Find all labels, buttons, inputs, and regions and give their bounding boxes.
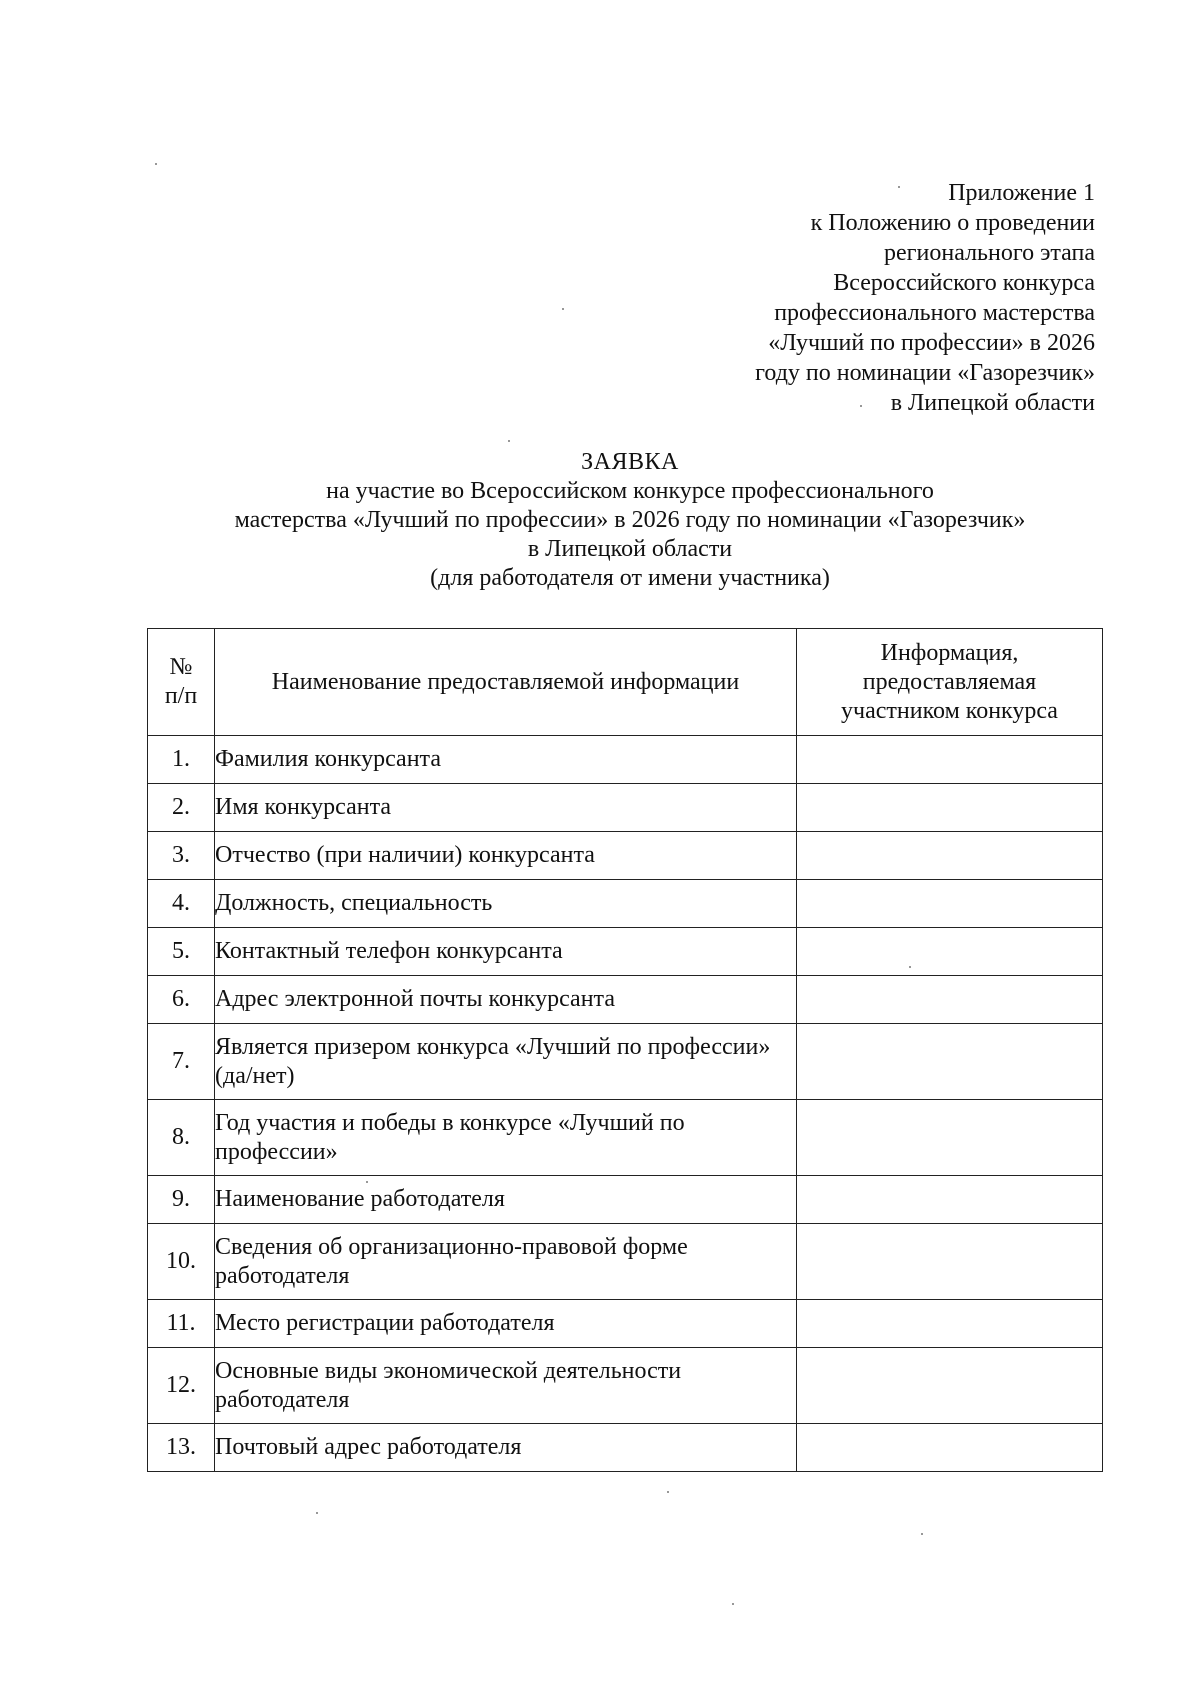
- header-number-line: №: [169, 654, 193, 680]
- scan-speck: [366, 1181, 368, 1183]
- row-number: 5.: [148, 928, 215, 976]
- row-value-cell[interactable]: [797, 1348, 1103, 1424]
- row-number: 6.: [148, 976, 215, 1024]
- table-row: [148, 1224, 1103, 1300]
- row-value-cell[interactable]: [797, 1300, 1103, 1348]
- appendix-line: к Положению о проведении: [810, 210, 1095, 236]
- appendix-line: профессионального мастерства: [774, 300, 1095, 326]
- appendix-line: году по номинации «Газорезчик»: [755, 360, 1095, 386]
- header-number-line: п/п: [164, 683, 198, 709]
- row-label: Фамилия конкурсанта: [215, 736, 797, 784]
- scan-speck: [732, 1603, 734, 1605]
- row-value-cell[interactable]: [797, 736, 1103, 784]
- table-row: [148, 928, 1103, 976]
- row-label: Адрес электронной почты конкурсанта: [215, 976, 797, 1024]
- table-row: [148, 832, 1103, 880]
- document-heading: [120, 448, 1140, 593]
- scan-speck: [667, 1491, 669, 1493]
- scan-speck: [562, 308, 564, 310]
- table-row: [148, 1300, 1103, 1348]
- row-number: 3.: [148, 832, 215, 880]
- application-table: [147, 628, 1103, 1472]
- scan-speck: [316, 1512, 318, 1514]
- header-info-line: предоставляемая: [862, 668, 1037, 695]
- row-number: 1.: [148, 736, 215, 784]
- row-label: Контактный телефон конкурсанта: [215, 928, 797, 976]
- appendix-note: [755, 178, 1095, 418]
- row-label: Основные виды экономической деятельности работодателя: [215, 1348, 797, 1424]
- table-row: [148, 1348, 1103, 1424]
- row-label: Отчество (при наличии) конкурсанта: [215, 832, 797, 880]
- row-value-cell[interactable]: [797, 784, 1103, 832]
- header-number: [148, 629, 215, 736]
- row-value-cell[interactable]: [797, 880, 1103, 928]
- appendix-line: Всероссийского конкурса: [833, 270, 1095, 296]
- heading-line: в Липецкой области: [527, 536, 733, 562]
- row-number: 9.: [148, 1176, 215, 1224]
- header-info-line: Информация,: [880, 639, 1019, 666]
- row-value-cell[interactable]: [797, 928, 1103, 976]
- row-label: Должность, специальность: [215, 880, 797, 928]
- row-label: Почтовый адрес работодателя: [215, 1424, 797, 1472]
- row-value-cell[interactable]: [797, 832, 1103, 880]
- header-item-name: Наименование предоставляемой информации: [215, 629, 797, 736]
- scan-speck: [860, 405, 862, 407]
- row-number: 8.: [148, 1100, 215, 1176]
- row-value-cell[interactable]: [797, 1424, 1103, 1472]
- row-number: 11.: [148, 1300, 215, 1348]
- heading-line: на участие во Всероссийском конкурсе профессионального: [326, 478, 934, 504]
- row-label: Является призером конкурса «Лучший по профессии» (да/нет): [215, 1024, 797, 1100]
- table-row: [148, 784, 1103, 832]
- appendix-line: «Лучший по профессии» в 2026: [768, 330, 1095, 356]
- row-number: 4.: [148, 880, 215, 928]
- table-row: [148, 1024, 1103, 1100]
- table-row: [148, 1100, 1103, 1176]
- table-row: [148, 976, 1103, 1024]
- row-number: 2.: [148, 784, 215, 832]
- scan-speck: [909, 966, 911, 968]
- row-value-cell[interactable]: [797, 1024, 1103, 1100]
- table-row: [148, 880, 1103, 928]
- row-label: Место регистрации работодателя: [215, 1300, 797, 1348]
- document-title: ЗАЯВКА: [581, 449, 679, 475]
- appendix-line: в Липецкой области: [890, 390, 1095, 416]
- row-value-cell[interactable]: [797, 1224, 1103, 1300]
- table-row: [148, 736, 1103, 784]
- header-participant-info: [797, 629, 1103, 736]
- appendix-line: регионального этапа: [884, 240, 1095, 266]
- row-value-cell[interactable]: [797, 1176, 1103, 1224]
- scan-speck: [921, 1533, 923, 1535]
- heading-line: (для работодателя от имени участника): [430, 565, 830, 591]
- appendix-line: Приложение 1: [948, 180, 1095, 206]
- table-row: [148, 1424, 1103, 1472]
- table-header-row: [148, 629, 1103, 736]
- scan-speck: [155, 163, 157, 165]
- row-value-cell[interactable]: [797, 976, 1103, 1024]
- header-info-line: участником конкурса: [841, 697, 1058, 724]
- row-label: Наименование работодателя: [215, 1176, 797, 1224]
- row-value-cell[interactable]: [797, 1100, 1103, 1176]
- row-number: 10.: [148, 1224, 215, 1300]
- row-label: Имя конкурсанта: [215, 784, 797, 832]
- table-row: [148, 1176, 1103, 1224]
- scan-speck: [508, 440, 510, 442]
- heading-line: мастерства «Лучший по профессии» в 2026 году по номинации «Газорезчик»: [234, 507, 1026, 533]
- scan-speck: [898, 186, 900, 188]
- row-label: Год участия и победы в конкурсе «Лучший по профессии»: [215, 1100, 797, 1176]
- row-number: 12.: [148, 1348, 215, 1424]
- row-number: 7.: [148, 1024, 215, 1100]
- row-label: Сведения об организационно-правовой форме работодателя: [215, 1224, 797, 1300]
- row-number: 13.: [148, 1424, 215, 1472]
